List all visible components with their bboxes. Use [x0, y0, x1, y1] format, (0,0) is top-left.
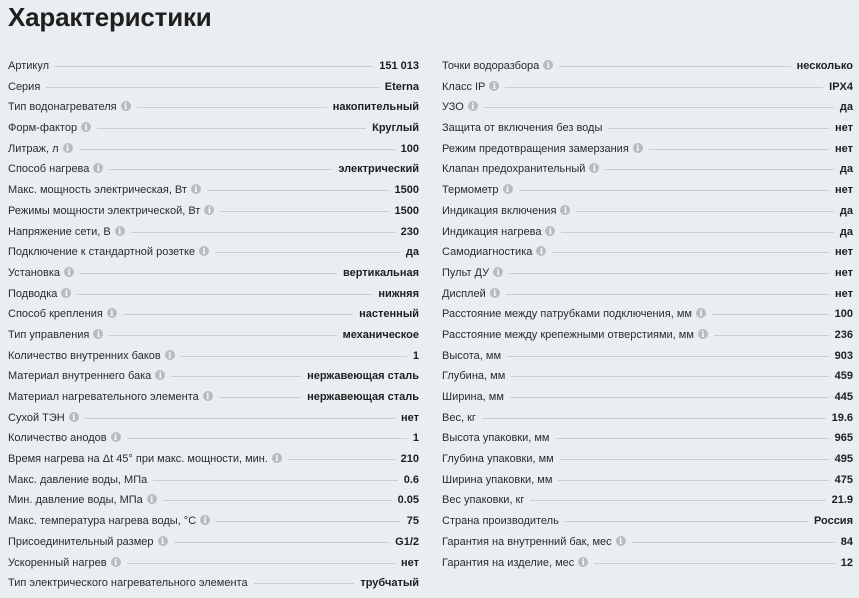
spec-row	[442, 412, 853, 433]
leader-line	[254, 583, 355, 584]
spec-label: Подводка	[8, 287, 58, 300]
spec-value: IPX4	[829, 80, 853, 93]
spec-row	[8, 184, 419, 205]
leader-line	[506, 294, 829, 295]
page-title: Характеристики	[8, 2, 212, 32]
leader-line	[552, 252, 829, 253]
spec-label: Расстояние между крепежными отверстиями, мм	[442, 328, 694, 341]
spec-label: Количество анодов	[8, 432, 107, 445]
spec-value: 21.9	[831, 494, 853, 507]
spec-value: 459	[834, 370, 853, 383]
info-icon[interactable]: i	[93, 329, 103, 339]
spec-label: Высота упаковки, мм	[442, 432, 550, 445]
leader-line	[131, 232, 395, 233]
spec-row	[442, 226, 853, 247]
leader-line	[484, 107, 834, 108]
spec-value: механическое	[342, 328, 419, 341]
spec-row	[8, 412, 419, 433]
leader-line	[171, 376, 301, 377]
spec-label: Серия	[8, 80, 41, 93]
leader-line	[220, 211, 388, 212]
spec-value: Россия	[813, 515, 853, 528]
spec-row	[8, 288, 419, 309]
spec-label: Макс. давление воды, МПа	[8, 473, 148, 486]
spec-row	[442, 205, 853, 226]
spec-value: 1500	[394, 184, 419, 197]
info-icon[interactable]: i	[633, 143, 643, 153]
spec-value: несколько	[796, 60, 853, 72]
leader-line	[123, 314, 353, 315]
specs-column-left	[8, 60, 419, 598]
info-icon[interactable]: i	[616, 536, 626, 546]
leader-line	[55, 66, 373, 67]
spec-value: 230	[400, 225, 419, 238]
spec-label: Термометр	[442, 184, 499, 197]
spec-value: нет	[834, 184, 853, 197]
specs-column-right	[442, 60, 853, 577]
spec-label: Мин. давление воды, МПа	[8, 494, 143, 507]
leader-line	[576, 211, 833, 212]
leader-line	[519, 190, 829, 191]
leader-line	[288, 459, 395, 460]
spec-value: нержавеющая сталь	[307, 391, 419, 403]
spec-label: Класс IP	[442, 80, 486, 93]
spec-row	[442, 288, 853, 309]
spec-value: 1	[412, 349, 419, 362]
leader-line	[509, 273, 829, 274]
spec-label: Форм-фактор	[8, 122, 78, 135]
spec-row	[8, 329, 419, 350]
leader-line	[594, 563, 834, 564]
info-icon[interactable]: i	[191, 184, 201, 194]
spec-row	[442, 494, 853, 515]
info-icon[interactable]: i	[200, 515, 210, 525]
spec-value: 0.6	[403, 473, 419, 486]
spec-value: 1500	[394, 204, 419, 217]
spec-row	[442, 536, 853, 557]
spec-row	[442, 432, 853, 453]
spec-row	[442, 246, 853, 267]
spec-label: Макс. температура нагрева воды, °С	[8, 515, 197, 528]
leader-line	[127, 438, 407, 439]
leader-line	[127, 563, 395, 564]
leader-line	[482, 418, 826, 419]
spec-row	[442, 391, 853, 412]
spec-label: Установка	[8, 266, 60, 279]
spec-row	[442, 122, 853, 143]
spec-row	[8, 143, 419, 164]
spec-value: да	[839, 225, 853, 238]
spec-row	[8, 226, 419, 247]
spec-label: Ширина упаковки, мм	[442, 473, 553, 486]
spec-label: Способ крепления	[8, 308, 103, 321]
spec-label: Защита от включения без воды	[442, 122, 603, 135]
spec-value: 445	[834, 391, 853, 403]
leader-line	[712, 314, 829, 315]
spec-row	[8, 122, 419, 143]
spec-label: Материал внутреннего бака	[8, 370, 152, 383]
spec-value: нижняя	[378, 287, 419, 300]
leader-line	[207, 190, 389, 191]
info-icon[interactable]: i	[696, 308, 706, 318]
spec-label: Глубина упаковки, мм	[442, 453, 554, 466]
spec-label: Страна производитель	[442, 515, 559, 528]
spec-value: нержавеющая сталь	[307, 370, 419, 383]
spec-value: 236	[834, 328, 853, 341]
leader-line	[507, 356, 829, 357]
spec-value: 75	[406, 515, 419, 528]
spec-value: нет	[834, 246, 853, 259]
spec-label: Литраж, л	[8, 142, 59, 155]
spec-row	[8, 205, 419, 226]
leader-line	[608, 128, 829, 129]
leader-line	[85, 418, 395, 419]
spec-value: 965	[834, 432, 853, 445]
info-icon[interactable]: i	[69, 412, 79, 422]
info-icon[interactable]: i	[698, 329, 708, 339]
leader-line	[565, 521, 808, 522]
leader-line	[97, 128, 366, 129]
spec-label: Режимы мощности электрической, Вт	[8, 204, 201, 217]
info-icon[interactable]: i	[536, 246, 546, 256]
spec-label: Артикул	[8, 60, 50, 72]
spec-label: Точки водоразбора	[442, 60, 540, 72]
info-icon[interactable]: i	[81, 122, 91, 132]
spec-label: Расстояние между патрубками подключения, мм	[442, 308, 692, 321]
leader-line	[109, 335, 336, 336]
spec-row	[8, 246, 419, 267]
leader-line	[219, 397, 301, 398]
spec-value: да	[839, 101, 853, 114]
spec-row	[8, 557, 419, 578]
spec-row	[8, 494, 419, 515]
info-icon[interactable]: i	[93, 163, 103, 173]
spec-row	[8, 370, 419, 391]
leader-line	[181, 356, 407, 357]
leader-line	[530, 500, 825, 501]
leader-line	[80, 273, 337, 274]
spec-label: Режим предотвращения замерзания	[442, 142, 629, 155]
spec-label: Индикация нагрева	[442, 225, 542, 238]
spec-label: Напряжение сети, В	[8, 225, 111, 238]
spec-value: 12	[840, 556, 853, 569]
spec-row	[8, 474, 419, 495]
spec-row	[442, 163, 853, 184]
leader-line	[215, 252, 400, 253]
spec-label: УЗО	[442, 101, 464, 114]
info-icon[interactable]: i	[121, 101, 131, 111]
spec-value: 1	[412, 432, 419, 445]
spec-row	[442, 350, 853, 371]
spec-value: Круглый	[372, 122, 419, 135]
spec-row	[442, 515, 853, 536]
spec-label: Дисплей	[442, 287, 486, 300]
spec-row	[442, 557, 853, 578]
info-icon[interactable]: i	[61, 288, 71, 298]
spec-row	[8, 391, 419, 412]
spec-value: да	[839, 163, 853, 176]
spec-label: Вес упаковки, кг	[442, 494, 525, 507]
spec-label: Клапан предохранительный	[442, 163, 586, 176]
spec-row	[442, 308, 853, 329]
spec-value: 100	[400, 142, 419, 155]
spec-value: да	[839, 204, 853, 217]
spec-label: Тип управления	[8, 328, 90, 341]
spec-row	[8, 350, 419, 371]
spec-value: 495	[834, 453, 853, 466]
spec-label: Сухой ТЭН	[8, 411, 65, 424]
spec-label: Индикация включения	[442, 204, 557, 217]
spec-value: 903	[834, 349, 853, 362]
leader-line	[511, 376, 828, 377]
spec-label: Время нагрева на Δt 45° при макс. мощности, мин.	[8, 453, 268, 466]
info-icon[interactable]: i	[272, 453, 282, 463]
info-icon[interactable]: i	[490, 288, 500, 298]
leader-line	[556, 438, 829, 439]
leader-line	[216, 521, 401, 522]
info-icon[interactable]: i	[578, 557, 588, 567]
spec-value: G1/2	[395, 535, 419, 548]
spec-value: электрический	[338, 163, 419, 176]
spec-label: Гарантия на внутренний бак, мес	[442, 535, 612, 548]
leader-line	[109, 169, 332, 170]
spec-value: 475	[834, 473, 853, 486]
leader-line	[561, 232, 833, 233]
leader-line	[137, 107, 327, 108]
info-icon[interactable]: i	[203, 391, 213, 401]
spec-value: 210	[400, 453, 419, 466]
spec-label: Ширина, мм	[442, 391, 504, 403]
info-icon[interactable]: i	[158, 536, 168, 546]
info-icon[interactable]: i	[204, 205, 214, 215]
leader-line	[559, 66, 790, 67]
leader-line	[46, 87, 378, 88]
spec-label: Гарантия на изделие, мес	[442, 556, 575, 569]
spec-value: нет	[834, 142, 853, 155]
info-icon[interactable]: i	[107, 308, 117, 318]
info-icon[interactable]: i	[545, 226, 555, 236]
info-icon[interactable]: i	[147, 494, 157, 504]
info-icon[interactable]: i	[64, 267, 74, 277]
info-icon[interactable]: i	[493, 267, 503, 277]
spec-label: Способ нагрева	[8, 163, 90, 176]
spec-label: Материал нагревательного элемента	[8, 391, 199, 403]
leader-line	[505, 87, 823, 88]
leader-line	[510, 397, 829, 398]
info-icon[interactable]: i	[111, 432, 121, 442]
spec-row	[8, 432, 419, 453]
spec-label: Высота, мм	[442, 349, 502, 362]
spec-row	[442, 143, 853, 164]
spec-row	[8, 101, 419, 122]
info-icon[interactable]: i	[63, 143, 73, 153]
spec-row	[8, 81, 419, 102]
spec-label: Самодиагностика	[442, 246, 533, 259]
spec-row	[8, 515, 419, 536]
spec-row	[8, 577, 419, 598]
info-icon[interactable]: i	[199, 246, 209, 256]
leader-line	[560, 459, 829, 460]
spec-label: Количество внутренних баков	[8, 349, 161, 362]
spec-row	[8, 267, 419, 288]
spec-value: 151 013	[379, 60, 419, 72]
spec-row	[442, 184, 853, 205]
spec-row	[442, 267, 853, 288]
info-icon[interactable]: i	[543, 60, 553, 70]
leader-line	[605, 169, 833, 170]
spec-value: нет	[834, 122, 853, 135]
info-icon[interactable]: i	[503, 184, 513, 194]
leader-line	[174, 542, 390, 543]
spec-value: Eterna	[384, 80, 419, 93]
leader-line	[649, 149, 829, 150]
info-icon[interactable]: i	[489, 81, 499, 91]
spec-row	[442, 453, 853, 474]
leader-line	[77, 294, 372, 295]
spec-value: нет	[400, 411, 419, 424]
spec-value: настенный	[359, 308, 419, 321]
spec-row	[8, 60, 419, 81]
spec-value: 84	[840, 535, 853, 548]
spec-label: Пульт ДУ	[442, 266, 490, 279]
leader-line	[558, 480, 828, 481]
spec-value: трубчатый	[360, 577, 419, 590]
leader-line	[632, 542, 835, 543]
leader-line	[714, 335, 829, 336]
info-icon[interactable]: i	[165, 350, 175, 360]
spec-row	[442, 329, 853, 350]
spec-row	[442, 370, 853, 391]
spec-value: нет	[400, 556, 419, 569]
spec-row	[442, 60, 853, 81]
spec-label: Вес, кг	[442, 411, 476, 424]
spec-value: вертикальная	[342, 266, 419, 279]
spec-label: Тип электрического нагревательного элемента	[8, 577, 248, 590]
spec-row	[8, 163, 419, 184]
spec-value: нет	[834, 287, 853, 300]
spec-label: Тип водонагревателя	[8, 101, 117, 114]
spec-row	[8, 536, 419, 557]
spec-label: Присоединительный размер	[8, 535, 154, 548]
spec-row	[442, 101, 853, 122]
info-icon[interactable]: i	[560, 205, 570, 215]
spec-value: 100	[834, 308, 853, 321]
spec-value: 0.05	[397, 494, 419, 507]
spec-value: нет	[834, 266, 853, 279]
spec-label: Глубина, мм	[442, 370, 506, 383]
leader-line	[153, 480, 397, 481]
spec-row	[442, 81, 853, 102]
leader-line	[163, 500, 392, 501]
spec-value: да	[405, 246, 419, 259]
spec-value: накопительный	[332, 101, 419, 114]
info-icon[interactable]: i	[589, 163, 599, 173]
leader-line	[79, 149, 395, 150]
info-icon[interactable]: i	[115, 226, 125, 236]
spec-row	[442, 474, 853, 495]
spec-row	[8, 453, 419, 474]
spec-label: Подключение к стандартной розетке	[8, 246, 195, 259]
info-icon[interactable]: i	[468, 101, 478, 111]
spec-row	[8, 308, 419, 329]
spec-label: Ускоренный нагрев	[8, 556, 107, 569]
info-icon[interactable]: i	[155, 370, 165, 380]
spec-label: Макс. мощность электрическая, Вт	[8, 184, 187, 197]
spec-value: 19.6	[831, 411, 853, 424]
info-icon[interactable]: i	[111, 557, 121, 567]
